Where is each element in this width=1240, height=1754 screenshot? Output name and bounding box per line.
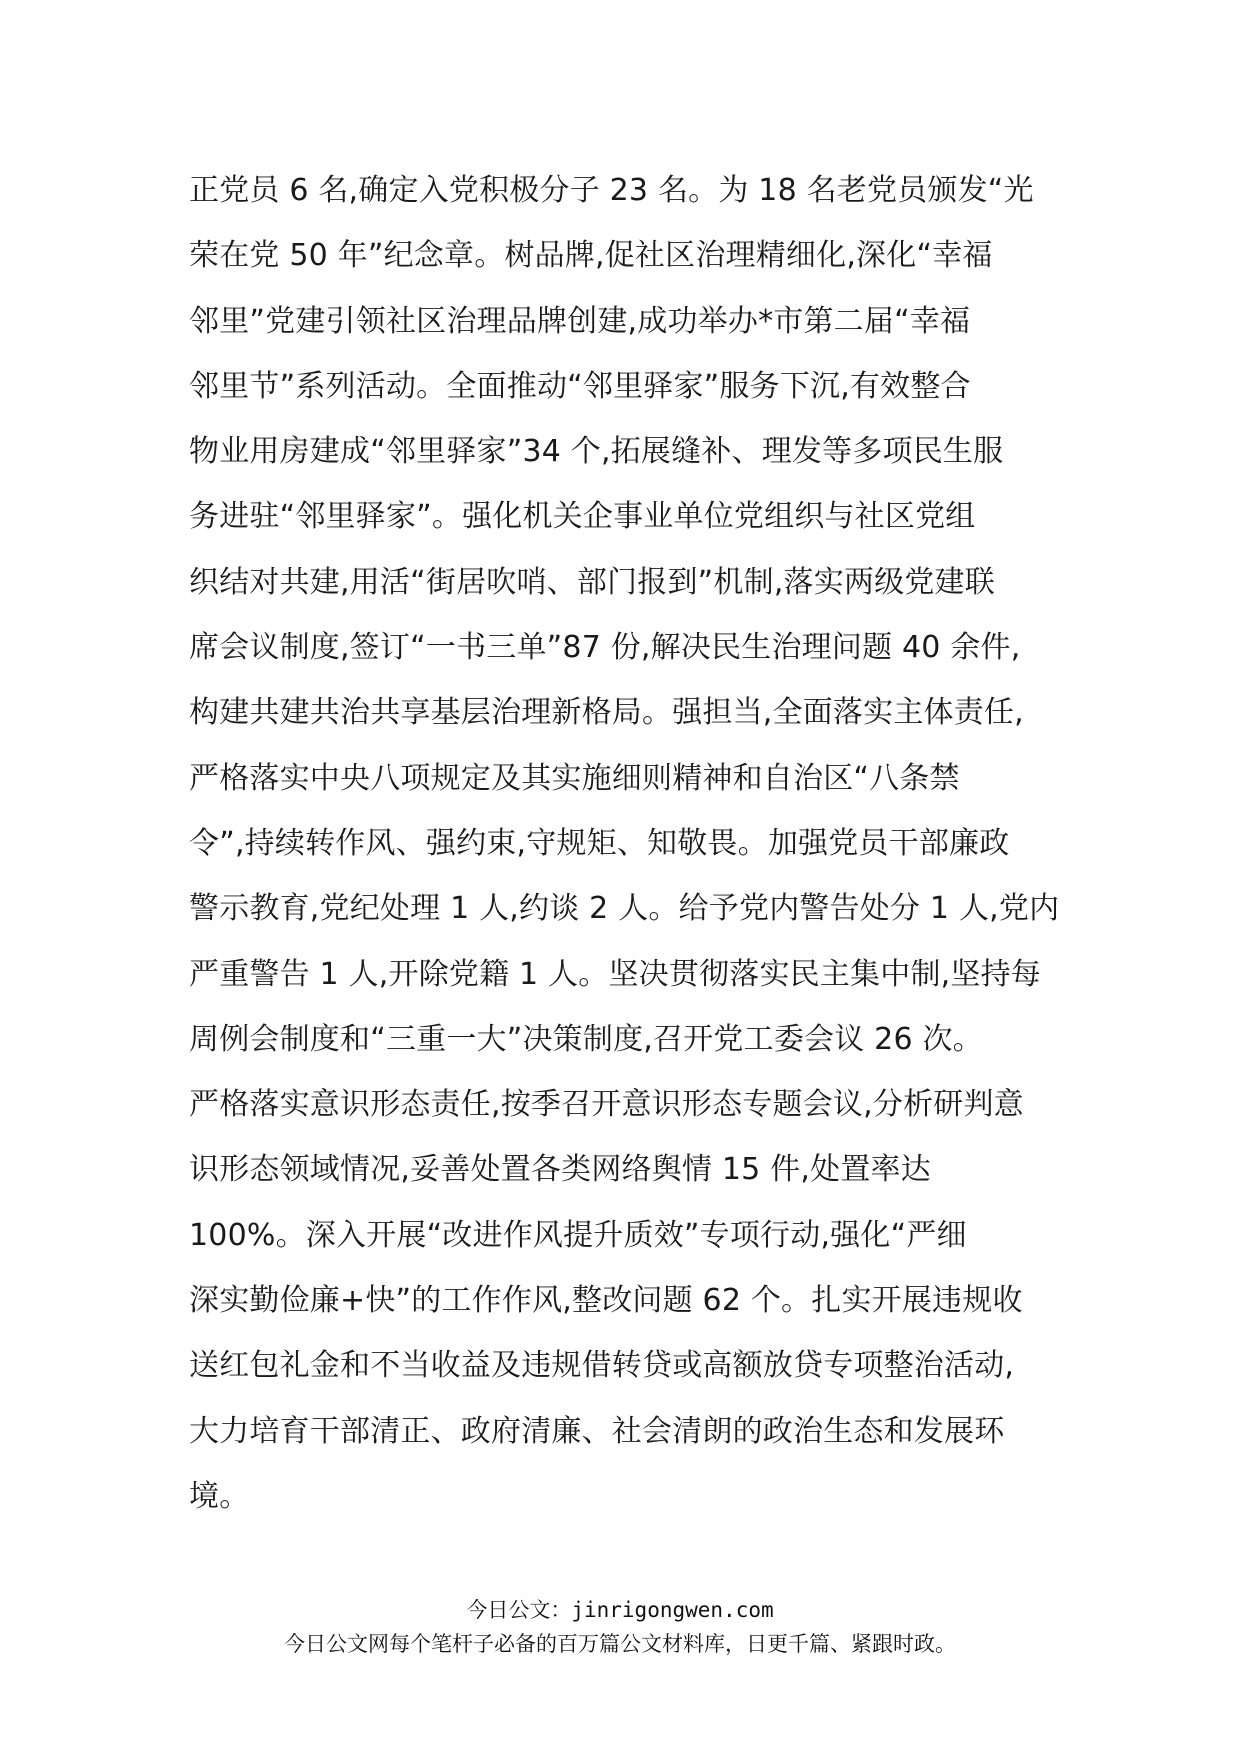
text-line: 务进驻“邻里驿家”。强化机关企事业单位党组织与社区党组 — [189, 499, 976, 535]
footer-tagline: 今日公文网每个笔杆子必备的百万篇公文材料库，日更千篇、紧跟时政。 — [284, 1632, 956, 1656]
text-line: 令”,持续转作风、强约束,守规矩、知敬畏。加强党员干部廉政 — [189, 825, 1010, 861]
text-line: 席会议制度,签订“一书三单”87 份,解决民生治理问题 40 余件, — [189, 630, 1021, 666]
text-line: 物业用房建成“邻里驿家”34 个,拓展缝补、理发等多项民生服 — [189, 434, 1004, 470]
text-line: 境。 — [189, 1478, 250, 1514]
text-line: 邻里”党建引领社区治理品牌创建,成功举办*市第二届“幸福 — [189, 303, 971, 339]
text-line: 正党员 6 名,确定入党积极分子 23 名。为 18 名老党员颁发“光 — [189, 173, 1034, 208]
text-line: 严重警告 1 人,开除党籍 1 人。坚决贯彻落实民主集中制,坚持每 — [189, 956, 1041, 992]
footer-site — [0, 1594, 1240, 1624]
text-line: 送红包礼金和不当收益及违规借转贷或高额放贷专项整治活动, — [189, 1348, 1015, 1384]
text-line: 深实勤俭廉+快”的工作作风,整改问题 62 个。扎实开展违规收 — [189, 1283, 1023, 1319]
text-line: 构建共建共治共享基层治理新格局。强担当,全面落实主体责任, — [189, 695, 1024, 731]
body-paragraph — [189, 158, 1059, 1529]
text-line: 荣在党 50 年”纪念章。树品牌,促社区治理精细化,深化“幸福 — [189, 238, 993, 274]
text-line: 大力培育干部清正、政府清廉、社会清朗的政治生态和发展环 — [189, 1413, 1005, 1449]
text-line: 识形态领域情况,妥善处置各类网络舆情 15 件,处置率达 — [189, 1152, 931, 1188]
footer-site-url[interactable]: jinrigongwen.com — [571, 1598, 774, 1622]
text-line: 严格落实意识形态责任,按季召开意识形态专题会议,分析研判意 — [189, 1087, 1024, 1123]
footer-site-label: 今日公文： — [466, 1598, 572, 1622]
text-line: 邻里节”系列活动。全面推动“邻里驿家”服务下沉,有效整合 — [189, 368, 971, 404]
text-line: 警示教育,党纪处理 1 人,约谈 2 人。给予党内警告处分 1 人,党内 — [189, 891, 1060, 927]
text-line: 织结对共建,用活“街居吹哨、部门报到”机制,落实两级党建联 — [189, 564, 995, 600]
text-line: 100%。深入开展“改进作风提升质效”专项行动,强化“严细 — [189, 1217, 967, 1253]
text-line: 周例会制度和“三重一大”决策制度,召开党工委会议 26 次。 — [189, 1021, 983, 1057]
text-line: 严格落实中央八项规定及其实施细则精神和自治区“八条禁 — [189, 760, 960, 796]
